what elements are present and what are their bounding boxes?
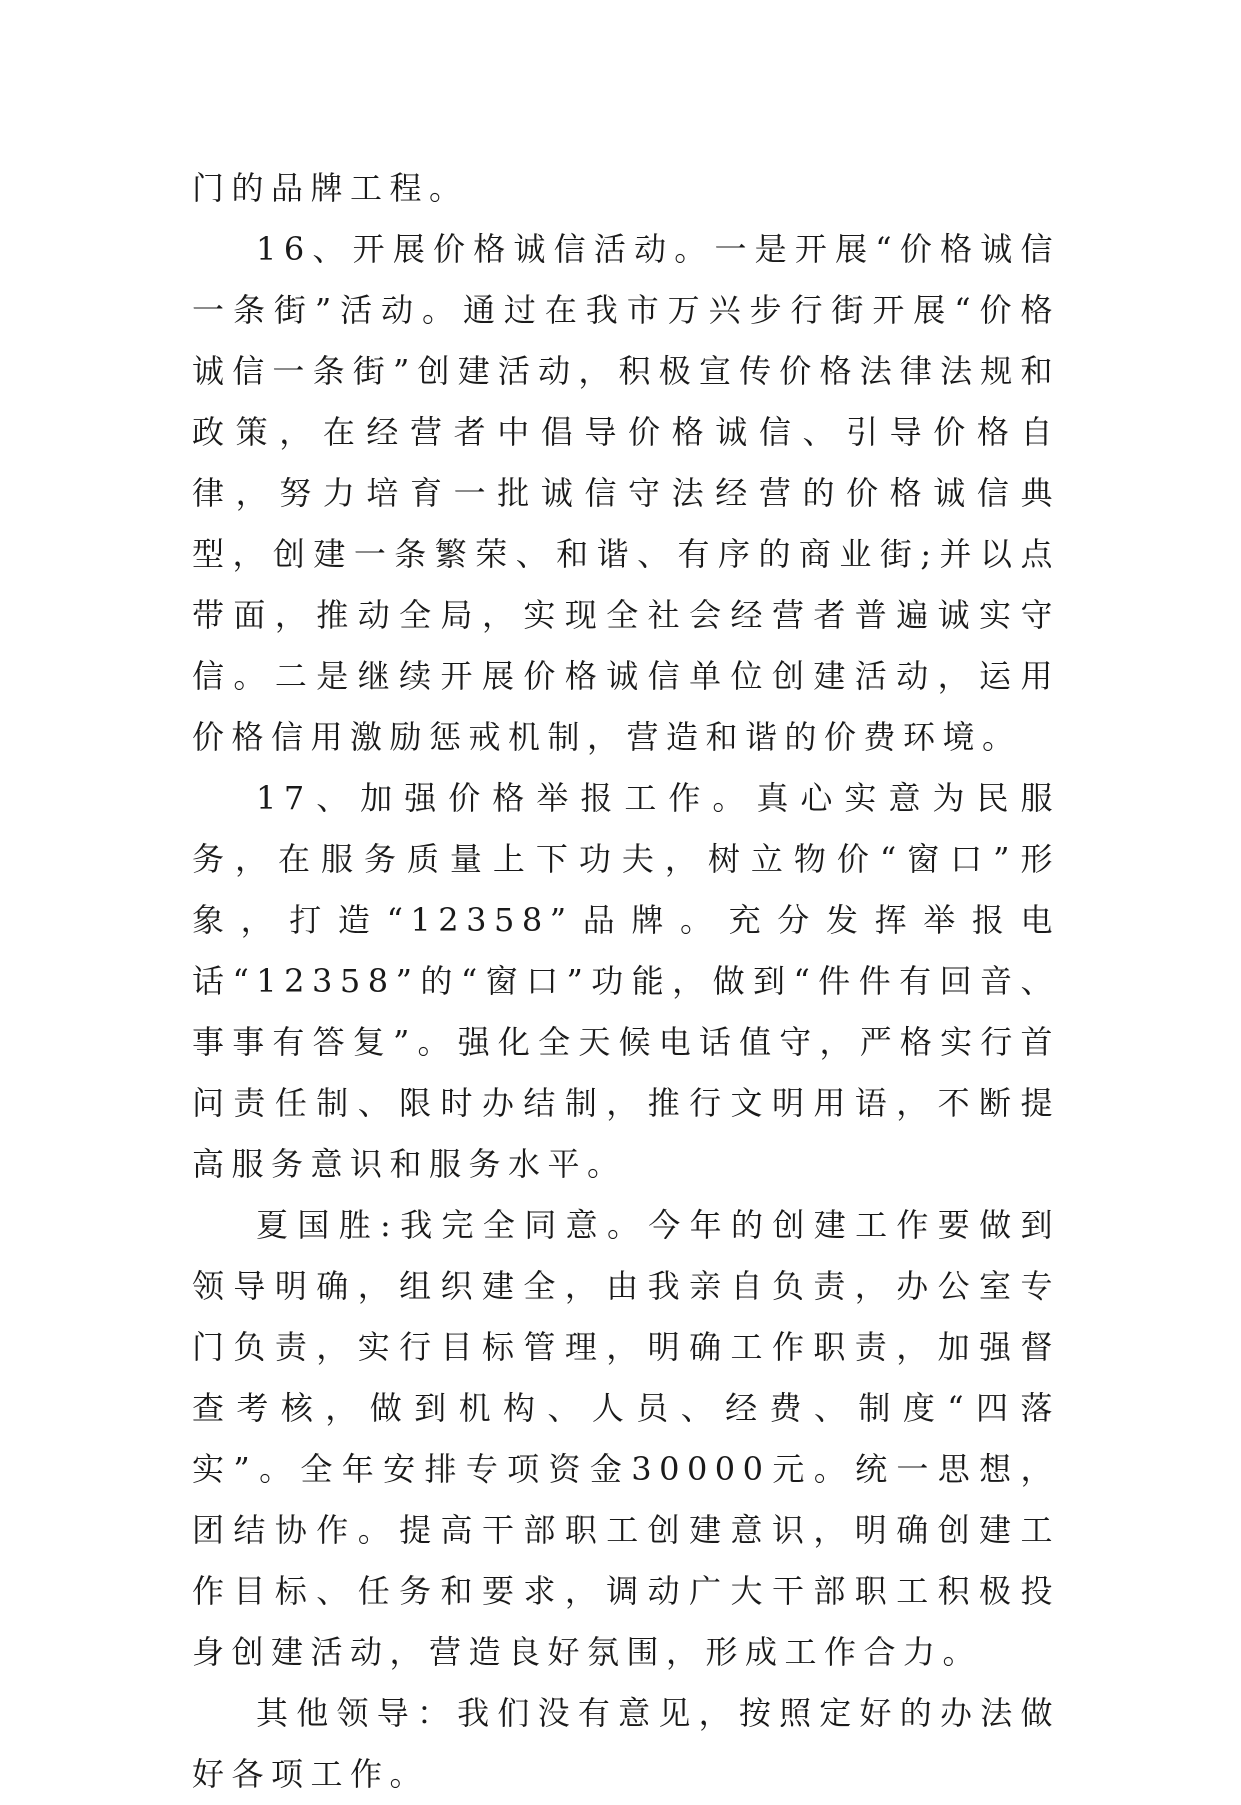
document-body [192, 158, 1060, 1805]
paragraph-speaker-xia: 夏国胜:我完全同意。今年的创建工作要做到领导明确，组织建全，由我亲自负责，办公室专门负责，实行目标管理，明确工作职责，加强督查考核，做到机构、人员、经费、制度“四落实”。全年安排专项资金30000元。统一思想，团结协作。提高干部职工创建意识，明确创建工作目标、任务和要求，调动广大干部职工积极投身创建活动，营造良好氛围，形成工作合力。 [192, 1206, 1060, 1671]
paragraph-other-leaders: 其他领导：我们没有意见，按照定好的办法做好各项工作。 [192, 1694, 1060, 1793]
paragraph-continuation: 门的品牌工程。 [192, 169, 469, 207]
paragraph-item-16: 16、开展价格诚信活动。一是开展“价格诚信一条街”活动。通过在我市万兴步行街开展“价格诚信一条街”创建活动，积极宣传价格法律法规和政策，在经营者中倡导价格诚信、引导价格自律，努力培育一批诚信守法经营的价格诚信典型，创建一条繁荣、和谐、有序的商业街;并以点带面，推动全局，实现全社会经营者普遍诚实守信。二是继续开展价格诚信单位创建活动，运用价格信用激励惩戒机制，营造和谐的价费环境。 [192, 230, 1060, 756]
paragraph-item-17: 17、加强价格举报工作。真心实意为民服务，在服务质量上下功夫，树立物价“窗口”形象，打造“12358”品牌。充分发挥举报电话“12358”的“窗口”功能，做到“件件有回音、事事有答复”。强化全天候电话值守，严格实行首问责任制、限时办结制，推行文明用语，不断提高服务意识和服务水平。 [192, 779, 1060, 1183]
